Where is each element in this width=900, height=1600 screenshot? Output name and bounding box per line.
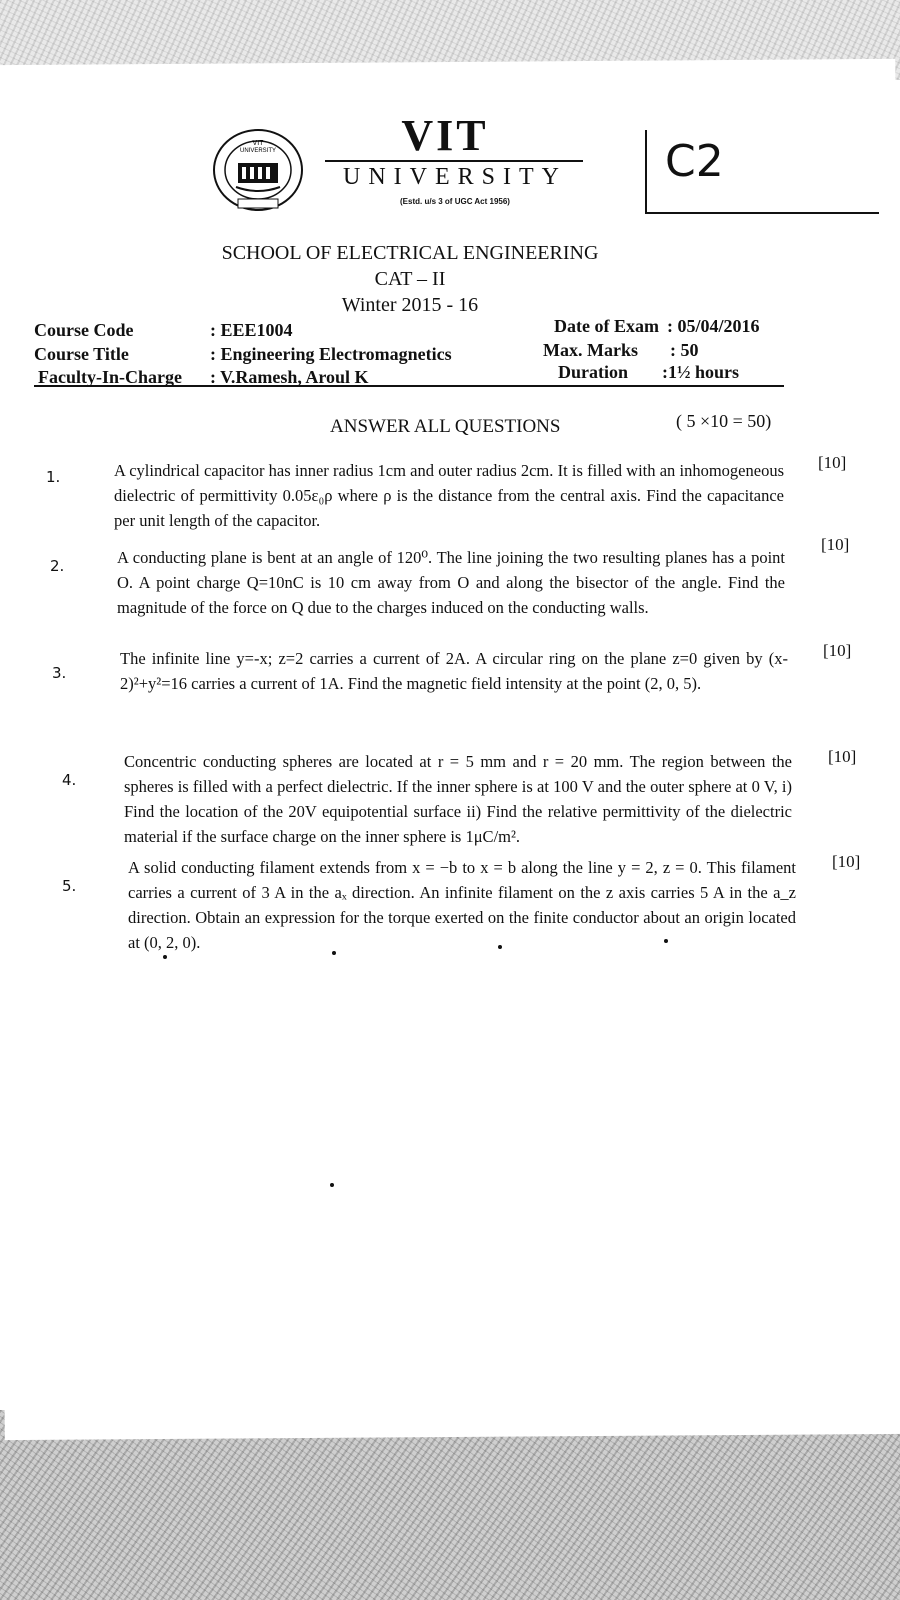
question-marks: [10] — [821, 535, 850, 554]
university-seal-icon — [208, 125, 308, 215]
question-text: The infinite line y=-x; z=2 carries a current of 2A. A circular ring on the plane z=0 given by (x-2)²+y²=16 carries a current of 1A. Find the magnetic field intensity at the point (2, 0, 5). — [120, 649, 788, 693]
question-number: 4. — [62, 771, 77, 789]
question-number: 1. — [46, 468, 61, 486]
instruction-text: ANSWER ALL QUESTIONS — [330, 416, 561, 437]
establishment-note: (Estd. u/s 3 of UGC Act 1956) — [400, 197, 510, 206]
question-text: A solid conducting filament extends from x = −b to x = b along the line y = 2, z = 0. This filament carries a current of 3 A in the aₓ direction. An infinite filament on the z axis carries 5 A in the a_z direction. Obtain an expression for the torque exerted on the finite conductor about an origin located at (0, 2, 0). — [128, 858, 796, 952]
university-subtitle: UNIVERSITY — [343, 164, 567, 190]
duration-value: :1½ hours — [662, 362, 740, 382]
question-marks: [10] — [823, 641, 852, 660]
total-marks: ( 5 ×10 = 50) — [676, 411, 772, 431]
marks-label: Max. Marks — [543, 340, 638, 360]
brand-divider — [325, 160, 583, 162]
date-value: : 05/04/2016 — [667, 316, 760, 336]
paper-code-box — [645, 130, 879, 214]
marks-value: : 50 — [670, 340, 699, 360]
course-title-label: Course Title — [34, 344, 129, 364]
course-code-value: : EEE1004 — [210, 320, 293, 340]
question-text: Concentric conducting spheres are located at r = 5 mm and r = 20 mm. The region between the spheres is filled with a perfect dielectric. If the inner sphere is at 100 V and the outer sphere at 0 V, i) Find the location of the 20V equipotential surface ii) Find the relative permittivity of the dielectric material if the surface charge on the inner sphere is 1μC/m². — [124, 752, 792, 846]
duration-label: Duration — [558, 362, 629, 382]
scan-speck — [498, 945, 502, 949]
scan-speck — [163, 955, 167, 959]
course-title-value: : Engineering Electromagnetics — [210, 344, 452, 364]
university-name: VIT — [401, 111, 489, 160]
exam-term: Winter 2015 - 16 — [341, 294, 479, 316]
question-number: 2. — [50, 557, 65, 575]
faculty-value: : V.Ramesh, Aroul K — [210, 367, 369, 387]
date-label: Date of Exam — [554, 316, 659, 336]
question-marks: [10] — [832, 852, 861, 871]
question-text: A conducting plane is bent at an angle of 120⁰. The line joining the two resulting planes has a point O. A point charge Q=10nC is 10 cm away from O and along the bisector of the angle. Find the magnitude of the force on Q due to the charges induced on the conducting walls. — [117, 548, 785, 617]
scan-speck — [664, 939, 668, 943]
scan-speck — [332, 951, 336, 955]
seal-vit-text: VIT — [252, 140, 264, 147]
question-marks: [10] — [818, 453, 847, 472]
question-text: A cylindrical capacitor has inner radius 1cm and outer radius 2cm. It is filled with an inhomogeneous dielectric of permittivity 0.05ε₀ρ where ρ is the distance from the central axis. Find the capacitance per unit length of the capacitor. — [114, 461, 784, 530]
question-marks: [10] — [828, 747, 857, 766]
faculty-label: Faculty-In-Charge — [38, 367, 182, 387]
paper-code: C2 — [665, 136, 724, 187]
school-title: SCHOOL OF ELECTRICAL ENGINEERING — [221, 242, 599, 264]
header-divider — [34, 385, 784, 387]
course-code-label: Course Code — [34, 320, 134, 340]
exam-name: CAT – II — [374, 268, 446, 290]
question-number: 3. — [52, 664, 67, 682]
scan-speck — [330, 1183, 334, 1187]
question-number: 5. — [62, 877, 77, 895]
seal-university-text: UNIVERSITY — [239, 148, 277, 154]
